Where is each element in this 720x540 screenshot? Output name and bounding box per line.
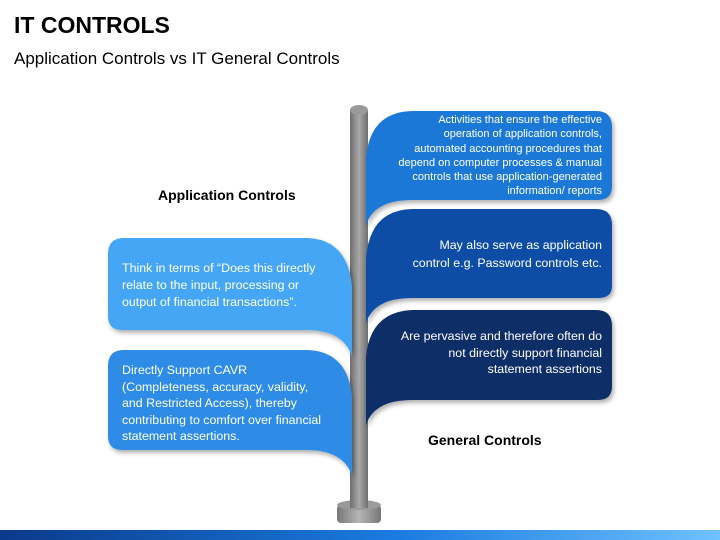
slide-title: IT CONTROLS [14, 12, 170, 38]
right-flag-2-text: May also serve as application control e.g. Password controls etc. [412, 238, 602, 270]
left-flag-1-text: Think in terms of “Does this directly relate to the input, processing or output of financial transactions”. [122, 261, 316, 309]
general-controls-label: General Controls [428, 432, 542, 448]
slide-subtitle: Application Controls vs IT General Controls [14, 49, 340, 68]
right-flag-1-text: Activities that ensure the effective operation of application controls, automated accounting procedures that depend on computer processes & manual controls that use application-generated information/ reports [398, 114, 602, 198]
application-controls-label: Application Controls [158, 187, 296, 203]
pole-top [350, 105, 368, 115]
left-flag-2-text: Directly Support CAVR (Completeness, accuracy, validity, and Restricted Access), thereby contributing to comfort over financial statement assertions. [122, 363, 322, 443]
footer-accent-bar [0, 530, 720, 540]
right-flag-3-text: Are pervasive and therefore often do not directly support financial statement assertions [400, 329, 602, 376]
pole-shaft [350, 110, 368, 508]
